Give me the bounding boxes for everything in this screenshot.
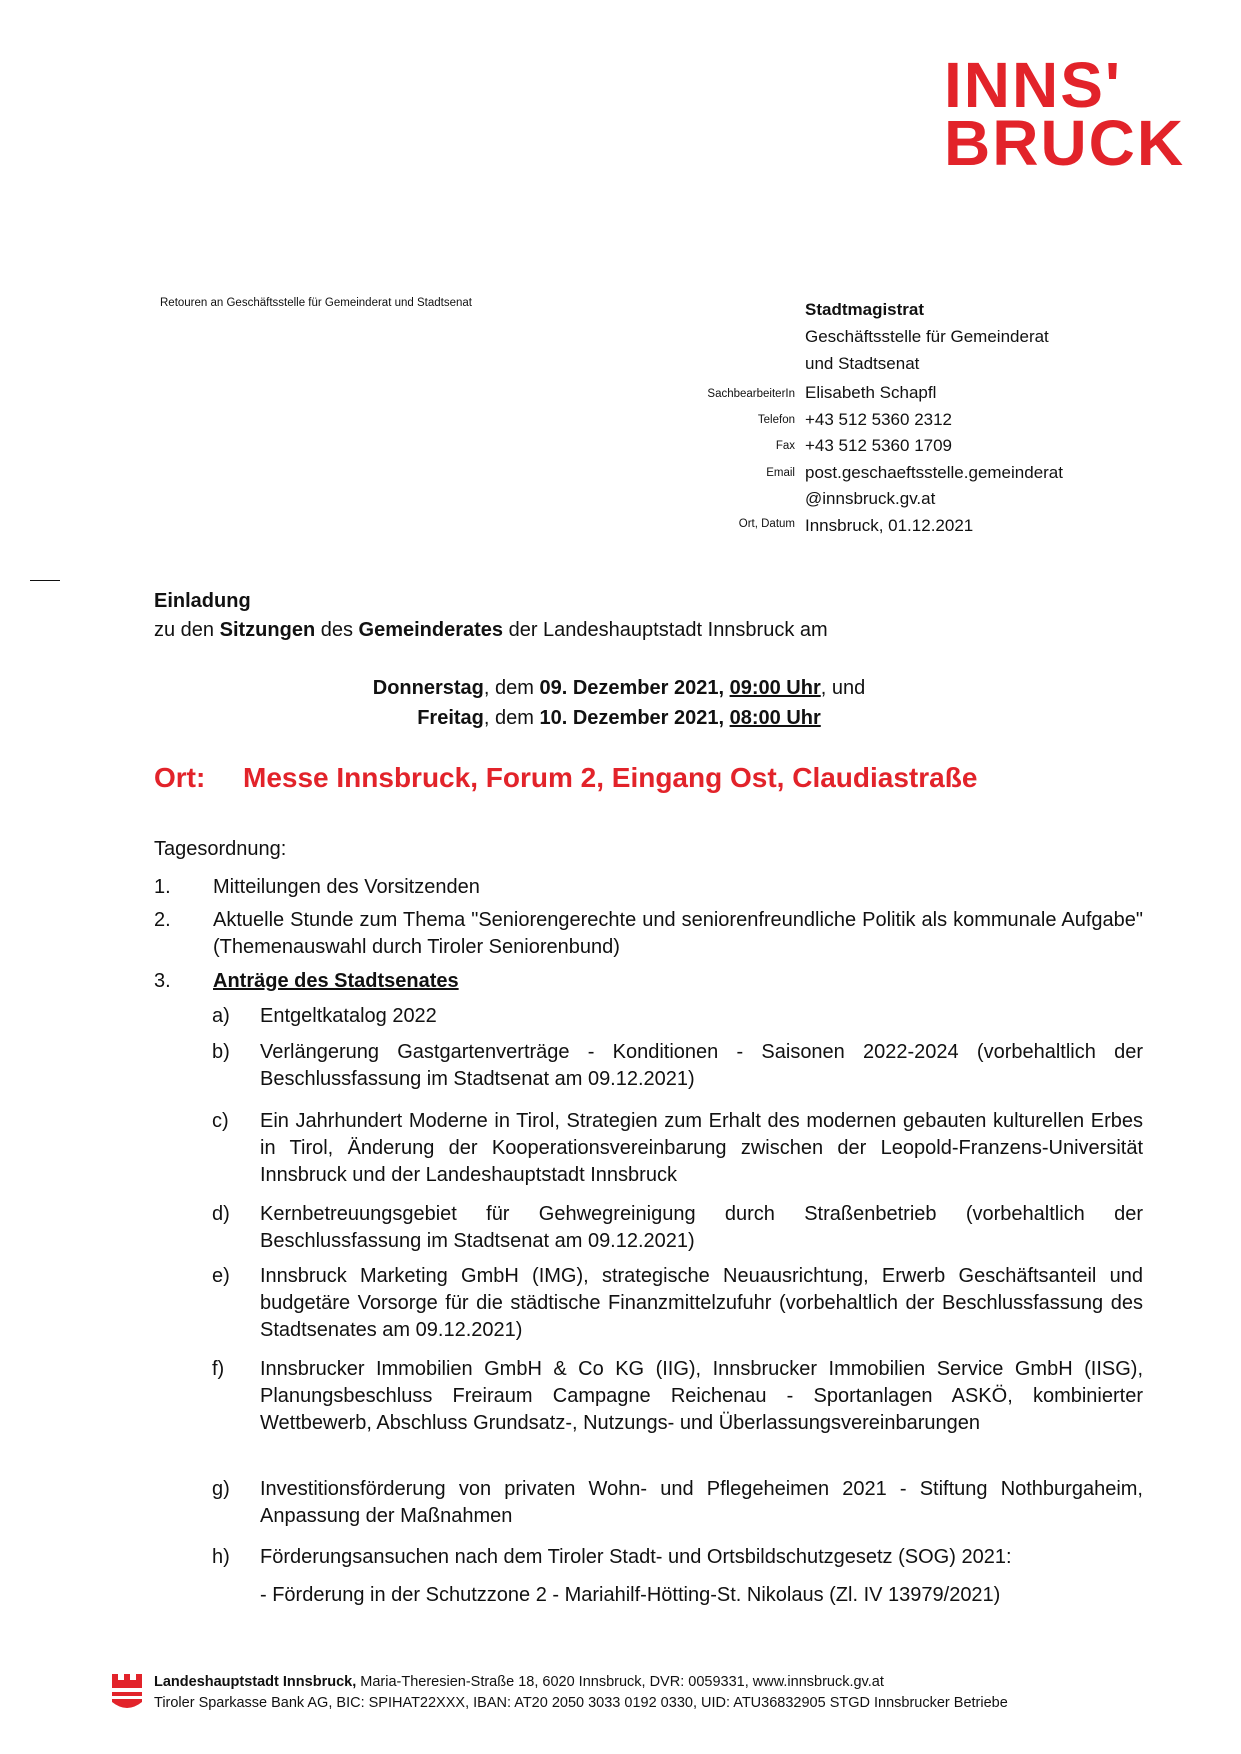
sub-text: Kernbetreuungsgebiet für Gehwegreinigung durch Straßenbetrieb (vorbehaltlich der Beschlussfassung im Stadtsenat am 09.12.2021)	[260, 1203, 1143, 1252]
agenda-item-number: 2.	[154, 909, 171, 931]
sub-text: Verlängerung Gastgartenverträge - Konditionen - Saisonen 2022-2024 (vorbehaltlich der Beschlussfassung im Stadtsenat am 09.12.2021)	[260, 1041, 1143, 1090]
logo-line-2: BRUCK	[944, 107, 1186, 179]
sub-letter: c)	[212, 1110, 229, 1132]
invitation-title: Einladung	[154, 590, 251, 612]
location-label: Ort:	[154, 762, 206, 793]
city-crest-icon	[110, 1672, 144, 1712]
date1-date: 09. Dezember 2021,	[539, 677, 725, 699]
footer-line-2: Tiroler Sparkasse Bank AG, BIC: SPIHAT22XXX, IBAN: AT20 2050 3033 0192 0330, UID: ATU36832905 STGD Innsbrucker Betriebe	[154, 1695, 1008, 1711]
sub-letter: b)	[212, 1041, 230, 1063]
subtitle-part: zu den	[154, 619, 220, 641]
agenda-item-text: Aktuelle Stunde zum Thema "Seniorengerechte und seniorenfreundliche Politik als kommunale Aufgabe" (Themenauswahl durch Tiroler Seniorenbund)	[213, 909, 1143, 958]
meeting-dates	[154, 673, 1084, 733]
date1-day: Donnerstag	[372, 677, 484, 699]
sub-letter: e)	[212, 1265, 230, 1287]
sender-block	[805, 296, 1185, 377]
date2-time: 08:00 Uhr	[729, 707, 821, 729]
return-address: Retouren an Geschäftsstelle für Gemeinderat und Stadtsenat	[160, 297, 472, 309]
contact-values	[805, 380, 1185, 539]
footer-address: Maria-Theresien-Straße 18, 6020 Innsbruck, DVR: 0059331, www.innsbruck.gv.at	[356, 1674, 884, 1690]
telefon-label: Telefon	[757, 414, 795, 426]
date1-time: 09:00 Uhr	[729, 677, 821, 699]
date-line-1	[154, 673, 1084, 703]
footer-line-1	[154, 1672, 1008, 1693]
date1-end: , und	[820, 677, 866, 699]
sub-letter: g)	[212, 1478, 230, 1500]
sachbearbeiter-value: Elisabeth Schapfl	[805, 383, 937, 402]
email-label: Email	[766, 467, 795, 479]
fax-label: Fax	[775, 440, 795, 452]
sub-letter: d)	[212, 1203, 230, 1225]
subtitle-part: des	[315, 619, 359, 641]
sender-dept-line2: und Stadtsenat	[805, 354, 920, 373]
sender-dept-line1: Geschäftsstelle für Gemeinderat	[805, 327, 1049, 346]
sub-detail-text: - Förderung in der Schutzzone 2 - Mariahilf-Hötting-St. Nikolaus (Zl. IV 13979/2021)	[260, 1584, 1001, 1606]
agenda-item-number: 1.	[154, 876, 171, 898]
date2-day: Freitag	[417, 707, 484, 729]
logo-line-1: INNS'	[944, 49, 1123, 121]
date2-dem: , dem	[483, 707, 540, 729]
sub-letter: h)	[212, 1546, 230, 1568]
sub-text: Investitionsförderung von privaten Wohn- und Pflegeheimen 2021 - Stiftung Nothburgaheim, Anpassung der Maßnahmen	[260, 1478, 1143, 1527]
location	[154, 762, 978, 794]
telefon-value: +43 512 5360 2312	[805, 409, 953, 429]
location-value: Messe Innsbruck, Forum 2, Eingang Ost, Claudiastraße	[243, 762, 978, 793]
sender-org: Stadtmagistrat	[805, 300, 925, 319]
sub-text: Förderungsansuchen nach dem Tiroler Stadt- und Ortsbildschutzgesetz (SOG) 2021:	[260, 1546, 1012, 1568]
footer-city: Landeshauptstadt Innsbruck,	[154, 1674, 357, 1690]
email-value-line1: post.geschaeftsstelle.gemeinderat	[805, 462, 1063, 482]
agenda-item-text: Mitteilungen des Vorsitzenden	[213, 876, 480, 898]
date-line-2	[154, 703, 1084, 733]
ort-datum-label: Ort, Datum	[738, 518, 795, 530]
ort-datum-value: Innsbruck, 01.12.2021	[805, 515, 974, 535]
agenda-item-text: Anträge des Stadtsenates	[213, 970, 459, 992]
fold-mark	[30, 580, 60, 581]
date2-date: 10. Dezember 2021,	[539, 707, 725, 729]
sub-text: Entgeltkatalog 2022	[260, 1005, 437, 1027]
sub-text: Ein Jahrhundert Moderne in Tirol, Strategien zum Erhalt des modernen gebauten kulturellen Erbes in Tirol, Änderung der Kooperationsvereinbarung zwischen der Leopold-Franzens-Universität Innsbruck und der Landeshauptstadt Innsbruck	[260, 1110, 1143, 1186]
sachbearbeiter-label: SachbearbeiterIn	[707, 388, 795, 400]
invitation-subtitle	[154, 619, 828, 642]
date1-dem: , dem	[483, 677, 540, 699]
agenda-item-number: 3.	[154, 970, 171, 992]
innsbruck-logo	[944, 49, 1186, 179]
sub-text: Innsbruck Marketing GmbH (IMG), strategische Neuausrichtung, Erwerb Geschäftsanteil und budgetäre Vorsorge für die städtische Finanzmittelzufuhr (vorbehaltlich der Beschlussfassung des Stadtsenates am 09.12.2021)	[260, 1265, 1143, 1341]
subtitle-sitzungen: Sitzungen	[219, 619, 316, 641]
sub-text: Innsbrucker Immobilien GmbH & Co KG (IIG), Innsbrucker Immobilien Service GmbH (IISG), Planungsbeschluss Freiraum Campagne Reichenau - Sportanlagen ASKÖ, kombinierter Wettbewerb, Abschluss Grundsatz-, Nutzungs- und Überlassungsvereinbarungen	[260, 1358, 1143, 1434]
subtitle-part: der Landeshauptstadt Innsbruck am	[503, 619, 828, 641]
agenda-heading: Tagesordnung:	[154, 838, 287, 860]
footer	[154, 1672, 1008, 1714]
email-value-line2: @innsbruck.gv.at	[805, 489, 936, 508]
subtitle-gemeinderates: Gemeinderates	[358, 619, 504, 641]
fax-value: +43 512 5360 1709	[805, 436, 953, 455]
sub-letter: a)	[212, 1005, 230, 1027]
sub-letter: f)	[212, 1358, 225, 1380]
